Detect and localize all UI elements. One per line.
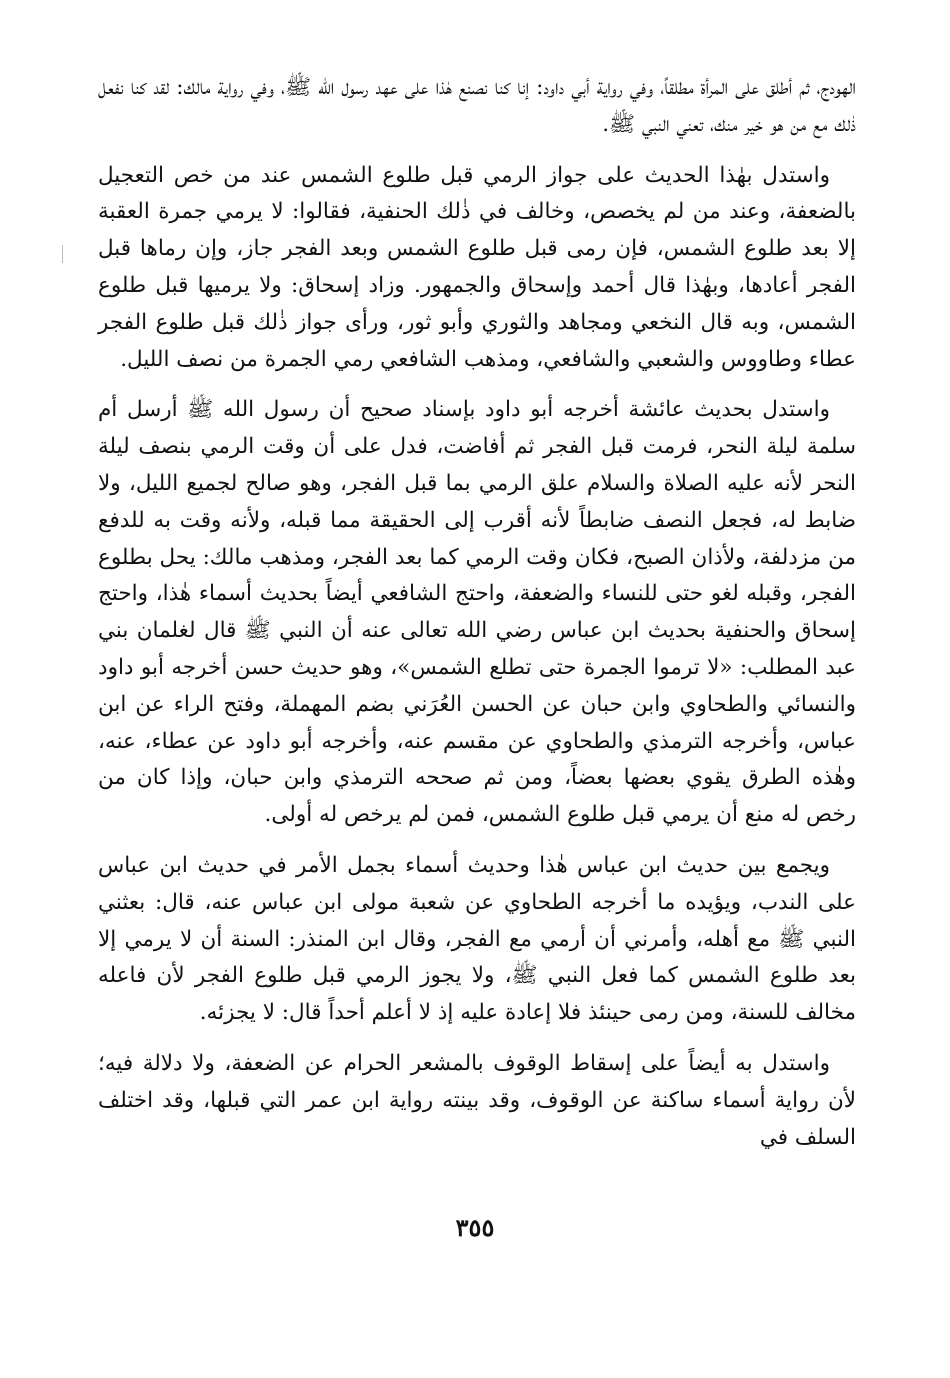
paragraph-3: واستدل بحديث عائشة أخرجه أبو داود بإسناد صحيح أن رسول الله ﷺ أرسل أم سلمة ليلة النحر، فرمت قبل الفجر ثم أفاضت، فدل على أن وقت الرمي بنصف ليلة النحر لأنه عليه الصلاة والسلام علق الرمي بما قبل الفجر، وهو صالح لجميع الليل، ولا ضابط له، فجعل النصف ضابطاً لأنه أقرب إلى الحقيقة مما قبله، ولأنه وقت به للدفع من مزدلفة، ولأذان الصبح، فكان وقت الرمي كما بعد الفجر، ومذهب مالك: يحل بطلوع الفجر، وقبله لغو حتى للنساء والضعفة، واحتج الشافعي أيضاً بحديث أسماء هٰذا، واحتج إسحاق والحنفية بحديث ابن عباس رضي الله تعالى عنه أن النبي ﷺ قال لغلمان بني عبد المطلب: «لا ترموا الجمرة حتى تطلع الشمس»، وهو حديث حسن أخرجه أبو داود والنسائي والطحاوي وابن حبان عن الحسن العُرَني بضم المهملة، وفتح الراء عن ابن عباس، وأخرجه الترمذي والطحاوي عن مقسم عنه، وأخرجه أبو داود عن عطاء، عنه، وهٰذه الطرق يقوي بعضها بعضاً، ومن ثم صححه الترمذي وابن حبان، وإذا كان من رخص له منع أن يرمي قبل طلوع الشمس، فمن لم يرخص له أولى. (98, 397, 856, 828)
page-body (98, 70, 856, 1170)
paragraph-2: واستدل بهٰذا الحديث على جواز الرمي قبل طلوع الشمس عند من خص التعجيل بالضعفة، وعند من لم يخصص، وخالف في ذٰلك الحنفية، فقالوا: لا يرمي جمرة العقبة إلا بعد طلوع الشمس، فإن رمى قبل طلوع الشمس وبعد الفجر جاز، وإن رماها قبل الفجر أعادها، وبهٰذا قال أحمد وإسحاق والجمهور. وزاد إسحاق: ولا يرميها قبل طلوع الشمس، وبه قال النخعي ومجاهد والثوري وأبو ثور، ورأى جواز ذٰلك قبل طلوع الفجر عطاء وطاووس والشعبي والشافعي، ومذهب الشافعي رمي الجمرة من نصف الليل. (98, 162, 856, 372)
page-number: ٣٥٥ (455, 1213, 495, 1242)
paragraph-1: الهودج، ثم أطلق على المرأة مطلقاً، وفي رواية أبي داود: إنا كنا نصنع هٰذا على عهد رسول الله ﷺ، وفي رواية مالك: لقد كنا نفعل ذٰلك مع من هو خير منك، تعني النبي ﷺ. (98, 75, 856, 137)
paragraph-5: واستدل به أيضاً على إسقاط الوقوف بالمشعر الحرام عن الضعفة، ولا دلالة فيه؛ لأن رواية أسماء ساكنة عن الوقوف، وقد بينته رواية ابن عمر التي قبلها، وقد اختلف السلف في (98, 1050, 856, 1150)
paragraph-4: ويجمع بين حديث ابن عباس هٰذا وحديث أسماء بجمل الأمر في حديث ابن عباس على الندب، ويؤيده ما أخرجه الطحاوي عن شعبة مولى ابن عباس عنه، قال: بعثني النبي ﷺ مع أهله، وأمرني أن أرمي مع الفجر، وقال ابن المنذر: السنة أن لا يرمي إلا بعد طلوع الشمس كما فعل النبي ﷺ، ولا يجوز الرمي قبل طلوع الفجر لأن فاعله مخالف للسنة، ومن رمى حينئذ فلا إعادة عليه إذ لا أعلم أحداً قال: لا يجزئه. (98, 852, 856, 1026)
margin-mark (62, 245, 63, 263)
